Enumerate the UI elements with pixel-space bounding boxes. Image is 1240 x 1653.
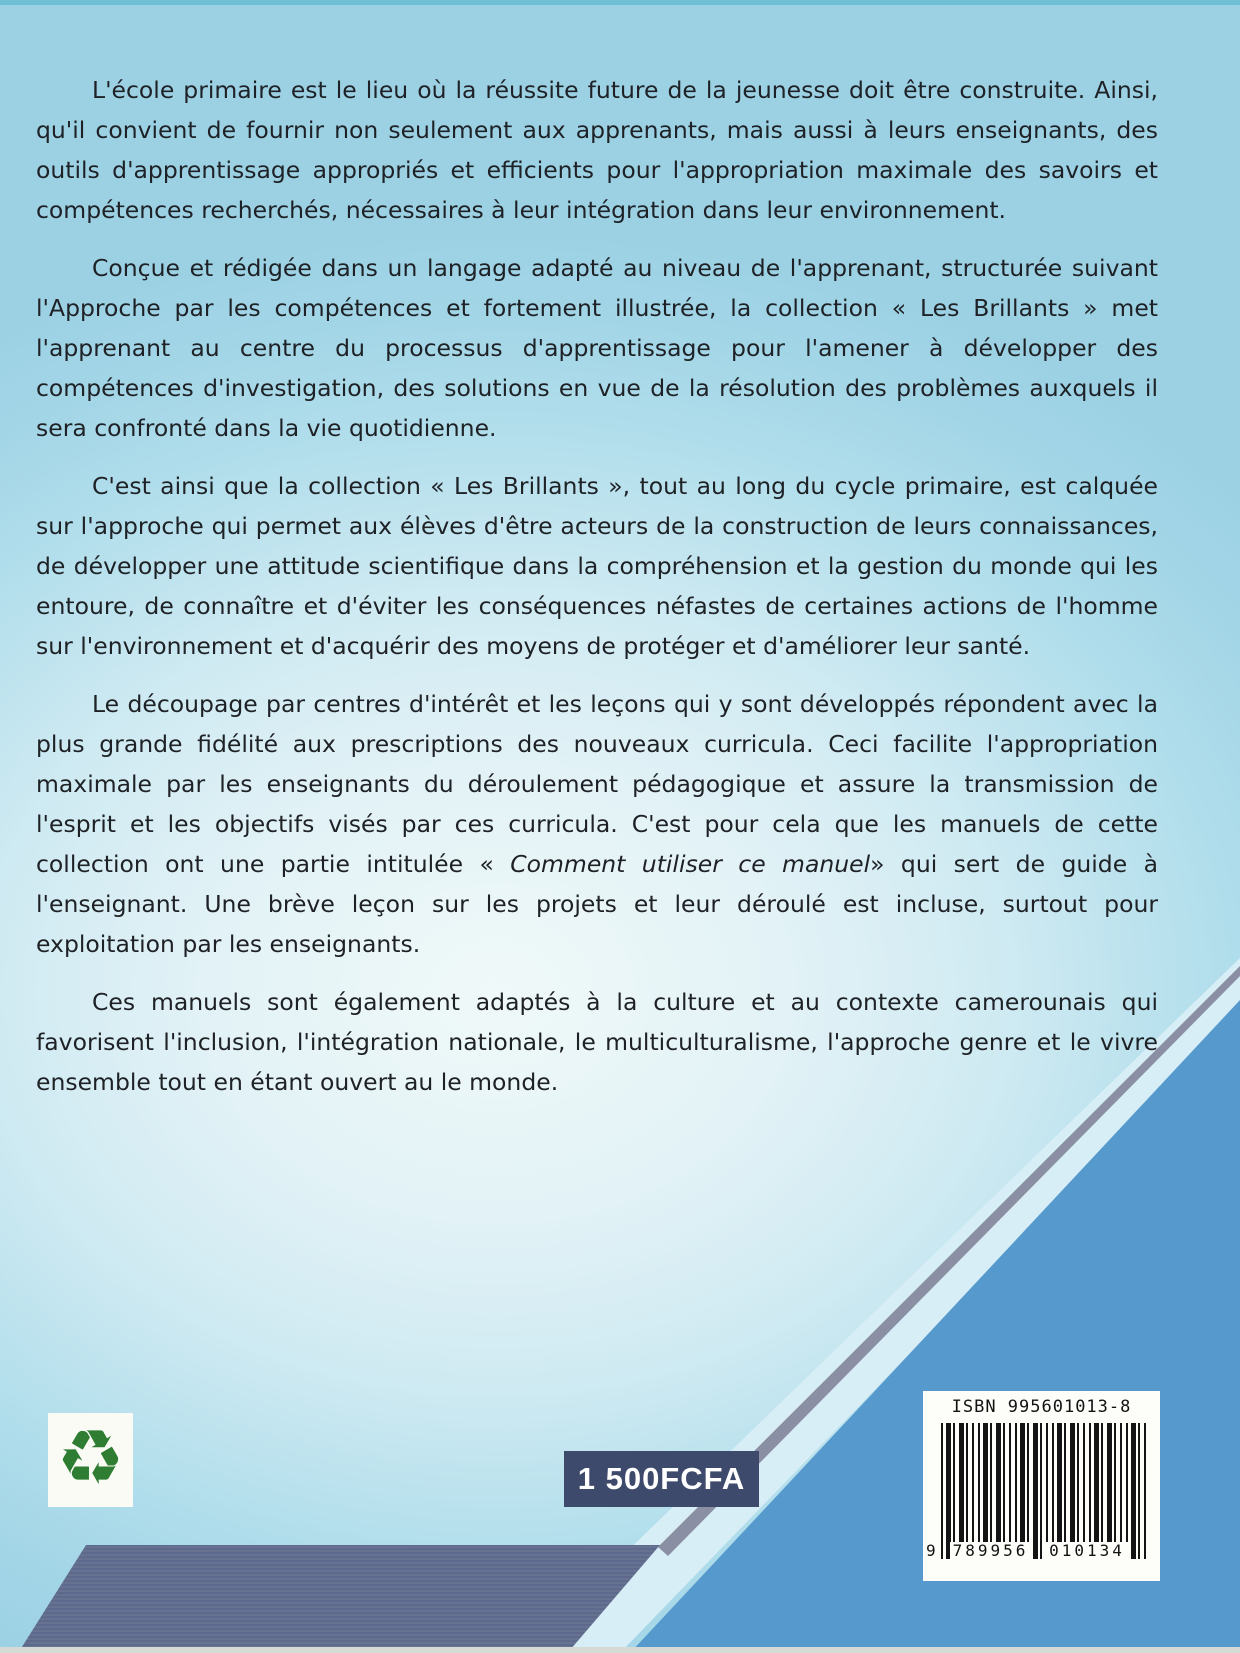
paragraph-4-manual-title: Comment utiliser ce manuel: [510, 850, 871, 878]
barcode-lead-digit: 9: [926, 1541, 936, 1560]
blurb: [36, 70, 1158, 1102]
paragraph-3-text: C'est ainsi que la collection « Les Brillants », tout au long du cycle primaire, est calquée sur l'approche qui permet aux élèves d'être acteurs de la construction de leurs connaissances, de développer une attitude scientifique dans la compréhension et la gestion du monde qui les entoure, de connaître et d'éviter les conséquences néfastes de certaines actions de l'homme sur l'environnement et d'acquérir des moyens de protéger et d'améliorer leur santé.: [36, 472, 1158, 660]
paragraph-1-text: L'école primaire est le lieu où la réussite future de la jeunesse doit être construite. Ainsi, qu'il convient de fournir non seulement aux apprenants, mais aussi à leurs enseignants, des outils d'apprentissage appropriés et efficients pour l'appropriation maximale des savoirs et compétences recherchés, nécessaires à leur intégration dans leur environnement.: [36, 76, 1158, 224]
barcode-bars: [941, 1423, 1146, 1559]
paragraph-4-text-end: » qui sert de guide à l'enseignant. Une brève leçon sur les projets et leur déroulé est incluse, surtout pour exploitation par les enseignants.: [36, 850, 1158, 958]
price-label: 1 500FCFA: [577, 1461, 746, 1496]
paragraph-2: [36, 248, 1158, 448]
barcode-digits-left: 789956: [950, 1542, 1031, 1559]
paragraph-5-text: Ces manuels sont également adaptés à la culture et au contexte camerounais qui favorisent l'inclusion, l'intégration nationale, le multiculturalisme, l'approche genre et le vivre ensemble tout en étant ouvert au le monde.: [36, 988, 1158, 1096]
recycle-logo-box: [48, 1413, 133, 1507]
paragraph-4: [36, 684, 1158, 964]
isbn-barcode: [923, 1391, 1160, 1581]
recycle-icon: ♻: [56, 1413, 125, 1502]
bottom-edge-strip: [0, 1647, 1240, 1653]
paragraph-3: [36, 466, 1158, 666]
paragraph-1: [36, 70, 1158, 230]
paragraph-5: [36, 982, 1158, 1102]
paragraph-2-text: Conçue et rédigée dans un langage adapté au niveau de l'apprenant, structurée suivant l'Approche par les compétences et fortement illustrée, la collection « Les Brillants » met l'apprenant au centre du processus d'apprentissage pour l'amener à développer des compétences d'investigation, des solutions en vue de la résolution des problèmes auxquels il sera confronté dans la vie quotidienne.: [36, 254, 1158, 442]
barcode-bars-pattern: [941, 1423, 1146, 1559]
slate-bottom-band: [20, 1545, 660, 1650]
barcode-digits-right: 010134: [1043, 1542, 1131, 1559]
price-badge: [564, 1451, 759, 1507]
isbn-label: ISBN 995601013-8: [951, 1397, 1132, 1417]
paragraph-4-text-start: Le découpage par centres d'intérêt et les leçons qui y sont développés répondent avec la plus grande fidélité aux prescriptions des nouveaux curricula. Ceci facilite l'appropriation maximale par les enseignants du déroulement pédagogique et assure la transmission de l'esprit et les objectifs visés par ces curricula. C'est pour cela que les manuels de cette collection ont une partie intitulée «: [36, 690, 1158, 878]
